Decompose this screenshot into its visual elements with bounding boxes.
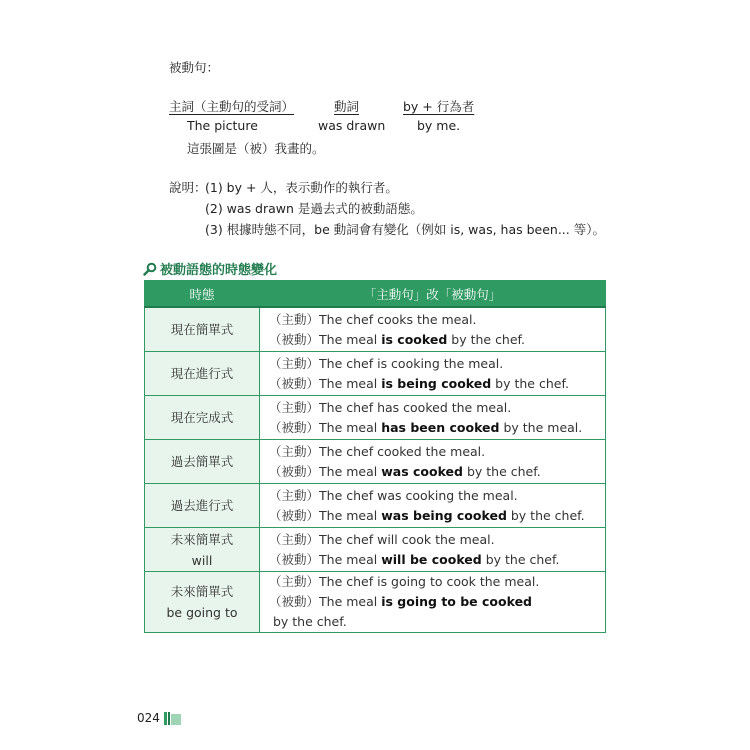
tense-cell [145,396,260,440]
tense-label: 現在完成式 [170,410,234,425]
passive-verb: has been cooked [381,419,500,435]
active-tag: （主動） [269,311,320,327]
passive-tag: （被動） [269,594,320,609]
tense-cell [145,484,260,528]
tense-cell [145,352,260,396]
column-header: 「主動句」改「被動句」 [260,281,606,308]
passive-tag: （被動） [269,507,320,523]
passive-sentence [269,462,605,482]
passive-verb: is being cooked [381,375,492,391]
column-header: 時態 [145,281,260,308]
example-translation: 這張圖是（被）我畫的。 [187,141,325,156]
active-text: The chef cooks the meal. [319,311,477,327]
page-number: 024 [137,711,160,725]
tense-table [144,280,606,633]
tense-label: will [191,552,213,568]
verb-column-label: 動詞 [334,99,360,114]
active-sentence [269,572,605,592]
active-sentence [269,442,605,462]
subject-column-label: 主詞（主動句的受詞） [169,99,295,114]
tense-cell [145,307,260,352]
passive-text-post: by the chef. [447,331,526,347]
passive-sentence [269,550,605,570]
passive-text-post: by the chef. [506,507,585,523]
example-cell [260,484,606,528]
active-text: The chef is cooking the meal. [319,355,504,371]
active-tag: （主動） [269,399,320,415]
active-tag: （主動） [269,531,320,547]
table-row [145,484,606,528]
passive-sentence [269,418,605,438]
active-tag: （主動） [269,443,320,459]
passive-sentence [269,592,605,632]
passive-text-pre: The meal [319,375,382,391]
tense-cell [145,572,260,633]
passive-sentence [269,506,605,526]
table-row [145,572,606,633]
passive-sentence [269,330,605,350]
explanation-lead: 說明： [169,180,207,195]
tense-label: 未來簡單式 [170,531,234,547]
example-cell [260,440,606,484]
passive-tag: （被動） [269,419,320,435]
page-footer [137,711,181,725]
example-cell [260,572,606,633]
active-sentence [269,354,605,374]
active-text: The chef has cooked the meal. [319,399,512,415]
active-text: The chef was cooking the meal. [319,487,518,503]
passive-text-post: by the chef. [491,375,569,391]
example-agent: by me. [417,118,461,133]
table-row [145,440,606,484]
example-cell [260,307,606,352]
example-cell [260,352,606,396]
table-header-row [145,281,606,308]
magnifier-icon [143,262,157,276]
active-sentence [269,486,605,506]
passive-text-pre: The meal [319,551,382,567]
passive-text-post: by the chef. [269,614,347,629]
passive-verb: is going to be cooked [381,594,532,609]
example-subject: The picture [187,118,258,133]
passive-tag: （被動） [269,331,320,347]
tense-label: 現在進行式 [170,366,234,381]
book-spine-icon [164,712,181,725]
section-title-text: 被動語態的時態變化 [160,263,278,278]
passive-tag: （被動） [269,463,320,479]
tense-label: 未來簡單式 [170,584,234,599]
passive-text-pre: The meal [319,594,382,609]
example-cell [260,528,606,572]
explanation-note: (3) 根據時態不同，be 動詞會有變化（例如 is, was, has been... 等）。 [205,222,605,237]
explanation-note: (2) was drawn 是過去式的被動語態。 [205,201,423,216]
table-row [145,307,606,352]
active-text: The chef is going to cook the meal. [319,574,540,589]
passive-text-pre: The meal [319,463,382,479]
active-tag: （主動） [269,355,320,371]
tense-label: 現在簡單式 [170,322,234,337]
passive-text-post: by the meal. [499,419,583,435]
tense-label: 過去簡單式 [170,454,234,469]
tense-cell [145,528,260,572]
passive-sentence [269,374,605,394]
tense-label: be going to [166,605,238,620]
passive-text-pre: The meal [319,419,382,435]
passive-verb: was being cooked [381,507,507,523]
active-text: The chef cooked the meal. [319,443,486,459]
passive-text-post: by the chef. [481,551,560,567]
active-sentence [269,398,605,418]
agent-column-label: by + 行為者 [403,99,475,114]
table-row [145,528,606,572]
passive-tag: （被動） [269,551,320,567]
passive-verb: was cooked [381,463,463,479]
tense-label: 過去進行式 [170,498,234,513]
passive-verb: is cooked [381,331,448,347]
explanation-note: (1) by + 人，表示動作的執行者。 [205,180,398,195]
example-cell [260,396,606,440]
passive-text-pre: The meal [319,331,382,347]
passive-text-pre: The meal [319,507,382,523]
active-sentence [269,530,605,550]
passive-tag: （被動） [269,375,320,391]
active-tag: （主動） [269,574,320,589]
tense-cell [145,440,260,484]
section-title [143,259,277,278]
passive-text-post: by the chef. [462,463,541,479]
active-tag: （主動） [269,487,320,503]
passive-verb: will be cooked [381,551,482,567]
active-text: The chef will cook the meal. [319,531,495,547]
passive-heading: 被動句： [169,60,220,75]
table-row [145,396,606,440]
active-sentence [269,310,605,330]
example-verb: was drawn [318,118,386,133]
table-row [145,352,606,396]
